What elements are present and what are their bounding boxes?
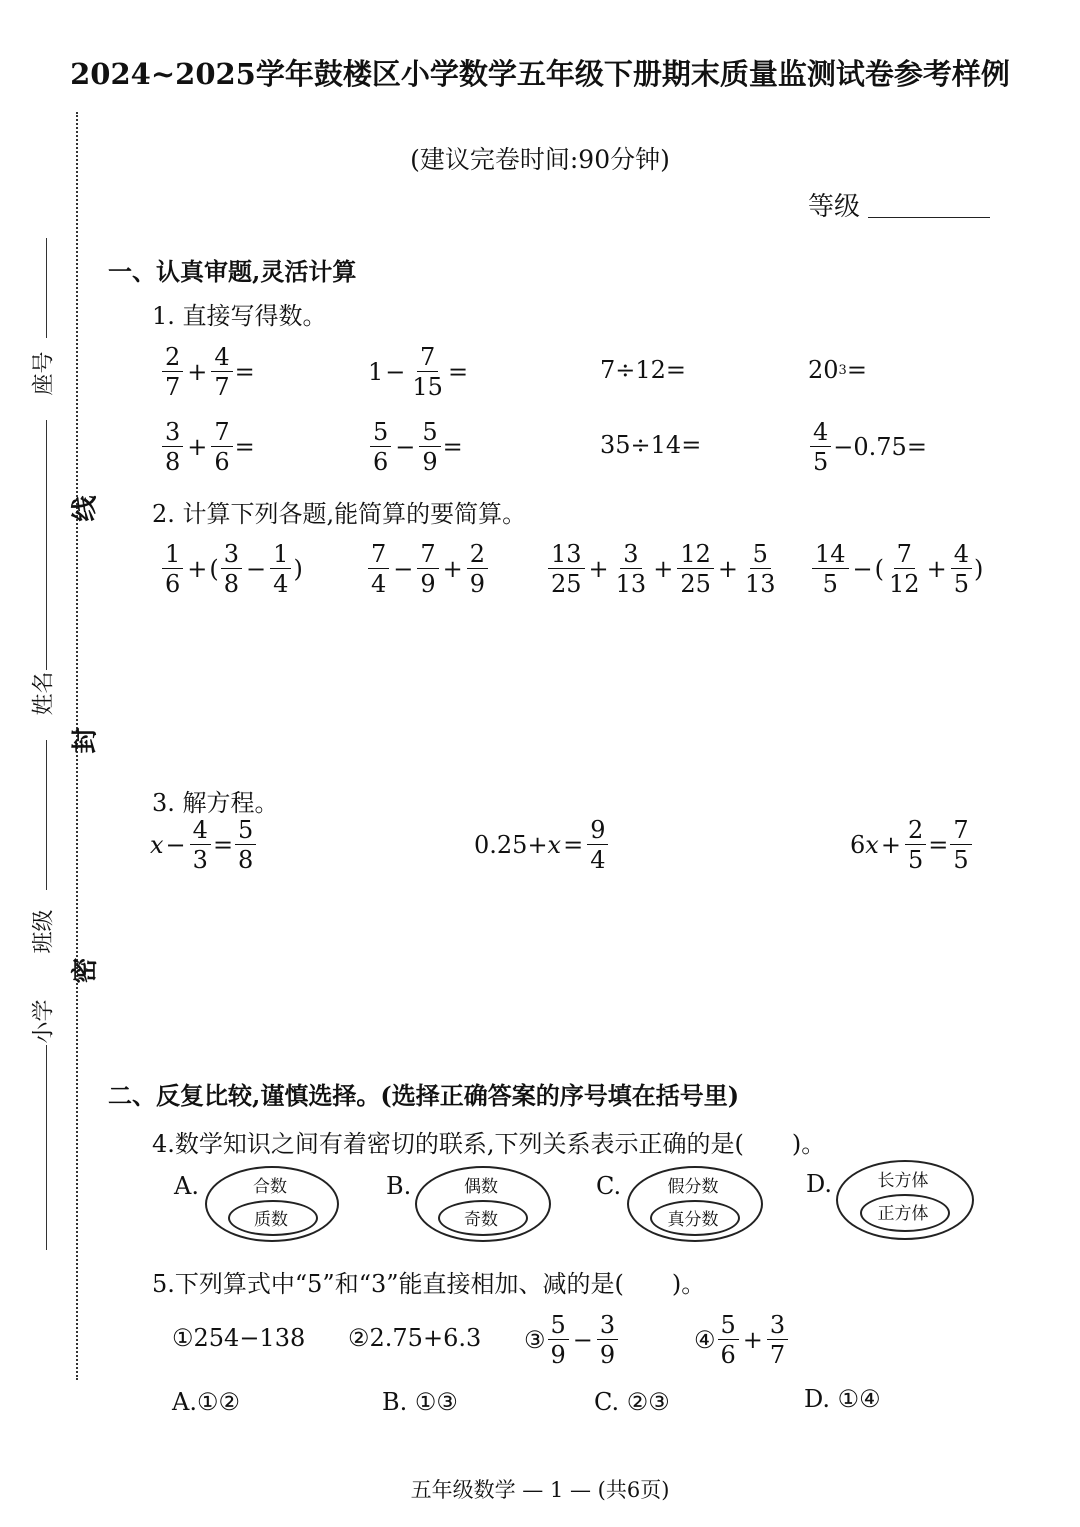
section1-heading: 一、认真审题,灵活计算 [108, 257, 357, 286]
question1-title: 1. 直接写得数。 [152, 302, 327, 330]
q4-option-a-inner-label: 质数 [254, 1210, 288, 1230]
class-label: 班级 [31, 909, 57, 954]
q5-item1: ①254−138 [172, 1324, 306, 1352]
seal-char-secret: 密 [70, 957, 101, 984]
section2-heading: 二、反复比较,谨慎选择。(选择正确答案的序号填在括号里) [108, 1081, 740, 1110]
q3-equation1: x − $\frac{4}{3}$ = $\frac{5}{8}$ [150, 818, 258, 872]
q1-item3: 7÷12= [600, 356, 687, 384]
q4-option-d-outer-label: 长方体 [877, 1171, 929, 1191]
q4-option-c-outer-label: 假分数 [667, 1177, 719, 1197]
school-label: 小学 [31, 999, 57, 1044]
q1-item2: 1 − $\frac{7}{15}$ = [368, 343, 469, 401]
q1-item7: 35÷14= [600, 431, 702, 459]
grade-blank[interactable] [868, 217, 990, 218]
q5-answer-d[interactable]: D. ①④ [804, 1385, 881, 1413]
q5-answer-a[interactable]: A.①② [172, 1388, 240, 1416]
question2-title: 2. 计算下列各题,能简算的要简算。 [152, 500, 527, 528]
q2-item3: $\frac{13}{25}$ + $\frac{3}{13}$ + $\frac{12}{25}$ + $\frac{5}{13}$ [546, 542, 781, 596]
seal-char-seal: 封 [70, 727, 101, 754]
q5-item2: ②2.75+6.3 [348, 1324, 482, 1352]
question4-title: 4.数学知识之间有着密切的联系,下列关系表示正确的是( )。 [152, 1130, 826, 1158]
q2-item1: $\frac{1}{6}$ + ( $\frac{3}{8}$ − $\frac{1}{4}$ ) [160, 542, 303, 596]
name-label: 姓名 [31, 671, 57, 716]
q5-answer-c[interactable]: C. ②③ [594, 1388, 670, 1416]
q4-option-d-inner-label: 正方体 [877, 1204, 929, 1224]
exam-title: 2024~2025学年鼓楼区小学数学五年级下册期末质量监测试卷参考样例 [70, 57, 1010, 91]
seat-label: 座号 [31, 351, 57, 396]
q5-answer-b[interactable]: B. ①③ [382, 1388, 458, 1416]
q4-option-b-letter: B. [386, 1172, 412, 1200]
q3-equation3: 6 x + $\frac{2}{5}$ = $\frac{7}{5}$ [850, 818, 974, 872]
q4-option-c-inner-label: 真分数 [667, 1210, 719, 1230]
suggested-time: (建议完卷时间:90分钟) [410, 145, 670, 174]
q5-item3: ③ $\frac{5}{9}$ − $\frac{3}{9}$ [524, 1313, 620, 1367]
grade-label: 等级 [808, 192, 861, 222]
q2-item4: $\frac{14}{5}$ − ( $\frac{7}{12}$ + $\frac{4}{5}$ ) [810, 542, 983, 596]
page-footer: 五年级数学 — 1 — (共6页) [410, 1478, 670, 1502]
class-blank-line[interactable] [46, 740, 47, 890]
school-blank-line[interactable] [46, 1045, 47, 1250]
q4-option-a-letter: A. [174, 1172, 199, 1200]
q2-item2: $\frac{7}{4}$ − $\frac{7}{9}$ + $\frac{2}{9}$ [366, 542, 490, 596]
q1-item8: $\frac{4}{5}$ −0.75= [808, 420, 927, 474]
q3-equation2: 0.25+ x = $\frac{9}{4}$ [474, 818, 610, 872]
q1-item4: 20 3 = [808, 356, 867, 384]
q4-option-b-outer-label: 偶数 [464, 1177, 498, 1197]
q1-item6: $\frac{5}{6}$ − $\frac{5}{9}$ = [368, 420, 463, 474]
question5-title: 5.下列算式中“5”和“3”能直接相加、减的是( )。 [152, 1270, 706, 1298]
question3-title: 3. 解方程。 [152, 789, 279, 817]
q1-item1: $\frac{2}{7}$ + $\frac{4}{7}$ = [160, 345, 255, 399]
q4-option-c-letter: C. [596, 1172, 622, 1200]
q5-item4: ④ $\frac{5}{6}$ + $\frac{3}{7}$ [694, 1313, 790, 1367]
q4-option-b-inner-label: 奇数 [464, 1210, 498, 1230]
q1-item5: $\frac{3}{8}$ + $\frac{7}{6}$ = [160, 420, 255, 474]
seal-char-line: 线 [70, 495, 101, 522]
name-blank-line[interactable] [46, 420, 47, 670]
q4-option-d-letter: D. [806, 1170, 833, 1198]
seat-blank-line[interactable] [46, 238, 47, 338]
q4-option-a-outer-label: 合数 [253, 1177, 287, 1197]
